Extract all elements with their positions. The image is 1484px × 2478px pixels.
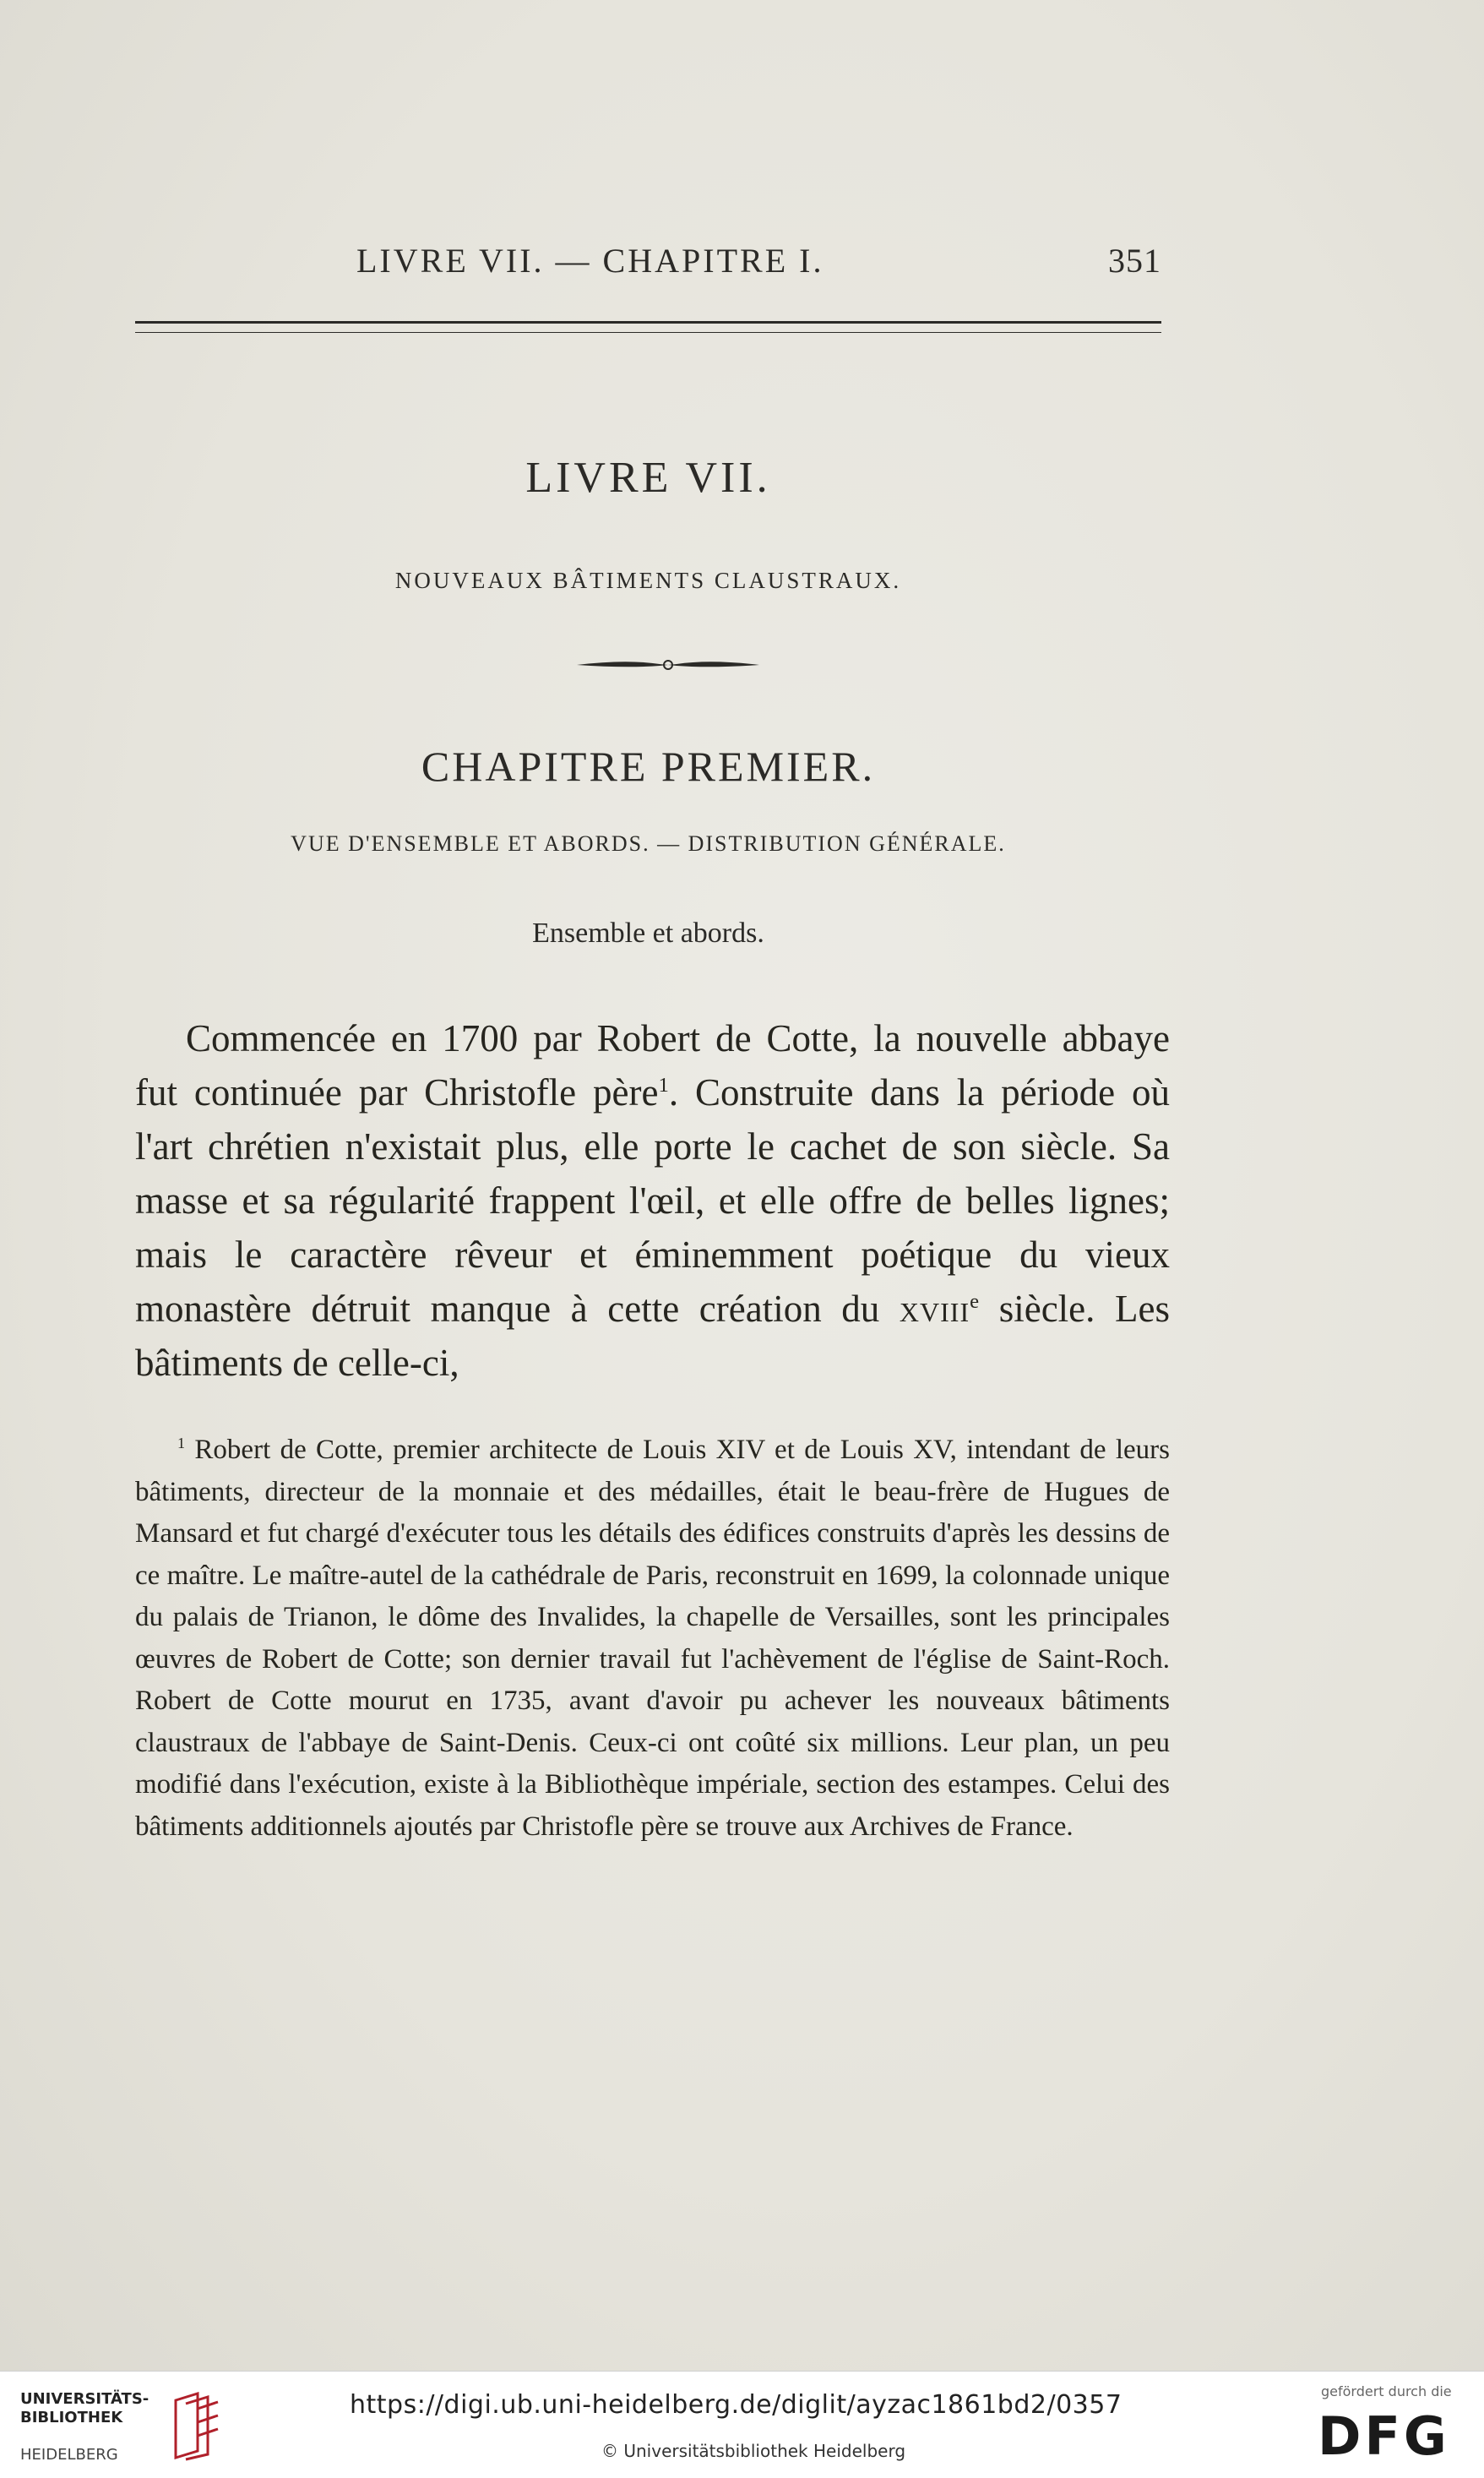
ornamental-divider-icon: [575, 656, 761, 674]
header-double-rule: [135, 321, 1161, 333]
footnote-reference[interactable]: 1: [658, 1074, 669, 1097]
body-text-part-2: . Construite dans la période où l'art chrétien n'existait plus, elle porte le cachet de son siècle. Sa masse et sa régularité frappent l'œil, et elle offre de belles lignes; mais le caractère rêveur et éminemment poétique du vieux monastère détruit manque à cette création du: [135, 1071, 1171, 1330]
footnote-marker: 1: [177, 1435, 186, 1451]
viewer-footer: [0, 2371, 1484, 2478]
running-head-title: LIVRE VII. — CHAPITRE I.: [356, 242, 824, 280]
century-ordinal: e: [970, 1290, 980, 1313]
library-city: HEIDELBERG: [20, 2446, 118, 2464]
funder-block: [1318, 2380, 1470, 2473]
book-title: LIVRE VII.: [525, 454, 771, 502]
copyright-notice: © Universitätsbibliothek Heidelberg: [601, 2441, 906, 2461]
section-heading: Ensemble et abords.: [532, 918, 764, 949]
funding-caption: gefördert durch die: [1321, 2383, 1452, 2399]
footnote-text: Robert de Cotte, premier architecte de Louis XIV et de Louis XV, intendant de leurs bâtiments, directeur de la monnaie et des médailles, était le beau-frère de Hugues de Mansard et fut chargé d'exécuter tous les détails des édifices construits d'après les dessins de ce maître. Le maître-autel de la cathédrale de Paris, reconstruit en 1699, la colonnade unique du palais de Trianon, le dôme des Invalides, la chapelle de Versailles, sont les principales œuvres de Robert de Cotte; son dernier travail fut l'achèvement de l'église de Saint-Roch. Robert de Cotte mourut en 1735, avant d'avoir pu achever les nouveaux bâtiments claustraux de l'abbaye de Saint-Denis. Ceux-ci ont coûté six millions. Leur plan, un peu modifié dans l'exécution, existe à la Bibliothèque impériale, section des estampes. Celui des bâtiments additionnels ajoutés par Christofle père se trouve aux Archives de France.: [135, 1435, 1170, 1842]
body-paragraph: [135, 1011, 1170, 1390]
body-text-part-1: Commencée en 1700 par Robert de Cotte, la nouvelle abbaye fut continuée par Christofle père: [135, 1017, 1170, 1114]
book-subtitle: NOUVEAUX BÂTIMENTS CLAUSTRAUX.: [394, 568, 902, 593]
body-text-part-3: siècle. Les bâtiments de celle-ci,: [135, 1288, 1170, 1384]
permalink-url[interactable]: https://digi.ub.uni-heidelberg.de/diglit/ayzac1861bd2/0357: [350, 2390, 1123, 2420]
dfg-logo[interactable]: DFG: [1318, 2405, 1450, 2467]
century-numeral: xviii: [899, 1288, 970, 1330]
library-emblem-icon: [169, 2392, 221, 2461]
footnote: [135, 1430, 1170, 1848]
chapter-title: CHAPITRE PREMIER.: [421, 743, 876, 790]
chapter-subtitle: VUE D'ENSEMBLE ET ABORDS. — DISTRIBUTION GÉNÉRALE.: [291, 831, 1006, 856]
page-number: 351: [1108, 242, 1161, 280]
library-name: UNIVERSITÄTS- BIBLIOTHEK: [20, 2390, 149, 2426]
library-logo[interactable]: [20, 2388, 223, 2464]
